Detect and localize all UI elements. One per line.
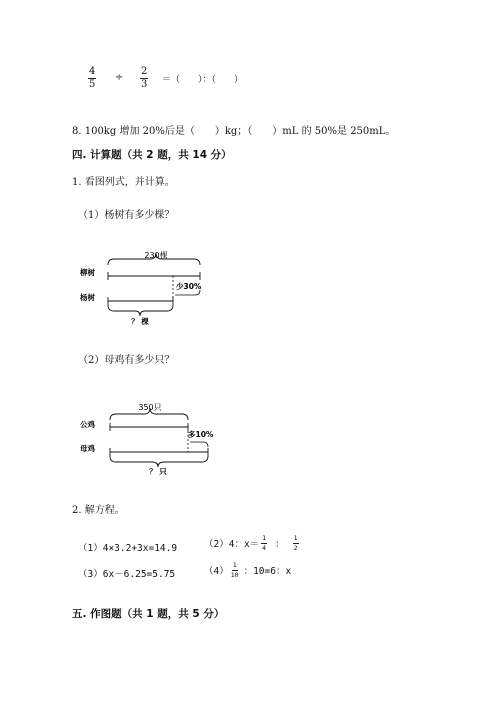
q1-part2-label: （2）母鸡有多少只？ xyxy=(78,355,175,366)
diagram2-row1-label: 公鸡 xyxy=(80,420,95,429)
q2-eq2 xyxy=(204,535,299,551)
q2-eq3: （3）6x－6.25=5.75 xyxy=(78,569,176,580)
q2-eq2-fraction-1: $\frac{1}{4}$ xyxy=(262,534,267,552)
diagram1-row2-label: 杨树 xyxy=(80,293,95,302)
q2-eq4-suffix: ：10=6：x xyxy=(243,566,292,577)
diagram-1 xyxy=(70,245,240,330)
q2-eq4-fraction: $\frac{1}{10}$ xyxy=(230,561,239,579)
section5-heading: 五. 作图题（共 1 题，共 5 分） xyxy=(72,608,225,620)
diagram-2 xyxy=(72,398,232,478)
q7-row xyxy=(88,66,96,90)
q2-eq4-prefix: （4） xyxy=(204,566,229,577)
diagram1-top-label: 230棵 xyxy=(144,251,168,260)
section4-heading: 四. 计算题（共 2 题，共 14 分） xyxy=(72,149,232,161)
diagram2-side-brace xyxy=(190,442,208,447)
diagram2-top-label: 350只 xyxy=(138,403,162,412)
q7-fraction-2: $\frac{2}{3}$ xyxy=(141,66,148,90)
diagram2-side-label: 多10% xyxy=(188,430,214,439)
q2-eq2-colon: ： xyxy=(275,539,285,550)
q2-eq1: （1）4×3.2+3x=14.9 xyxy=(78,543,178,554)
q2-eq2-fraction-2: $\frac{1}{2}$ xyxy=(293,534,298,552)
q1-part1-label: （1）杨树有多少棵？ xyxy=(78,210,175,221)
q7-divide-sign: ÷ xyxy=(115,72,124,83)
diagram2-bottom-label: ？ 只 xyxy=(149,467,167,476)
diagram2-row2-label: 母鸡 xyxy=(80,444,95,453)
q2-eq4 xyxy=(204,562,291,578)
q8-text: 8. 100kg 增加 20%后是（ ）kg；（ ）mL 的 50%是 250mL。 xyxy=(72,126,396,137)
q1-title: 1. 看图列式，并计算。 xyxy=(72,177,175,188)
q2-eq2-prefix: （2）4：x＝ xyxy=(204,539,260,550)
q7-fraction-2-wrap xyxy=(140,66,148,90)
diagram1-row1-label: 柳树 xyxy=(80,268,95,277)
q7-fraction-1: $\frac{4}{5}$ xyxy=(89,66,96,90)
diagram1-bottom-label: ？ 棵 xyxy=(131,317,149,326)
q7-rhs: ＝（ ）：（ ） xyxy=(162,75,244,85)
diagram2-bottom-brace xyxy=(110,456,208,467)
diagram1-bottom-brace xyxy=(108,305,173,316)
diagram1-side-label: 少30% xyxy=(176,282,202,291)
q2-title: 2. 解方程。 xyxy=(72,505,125,516)
